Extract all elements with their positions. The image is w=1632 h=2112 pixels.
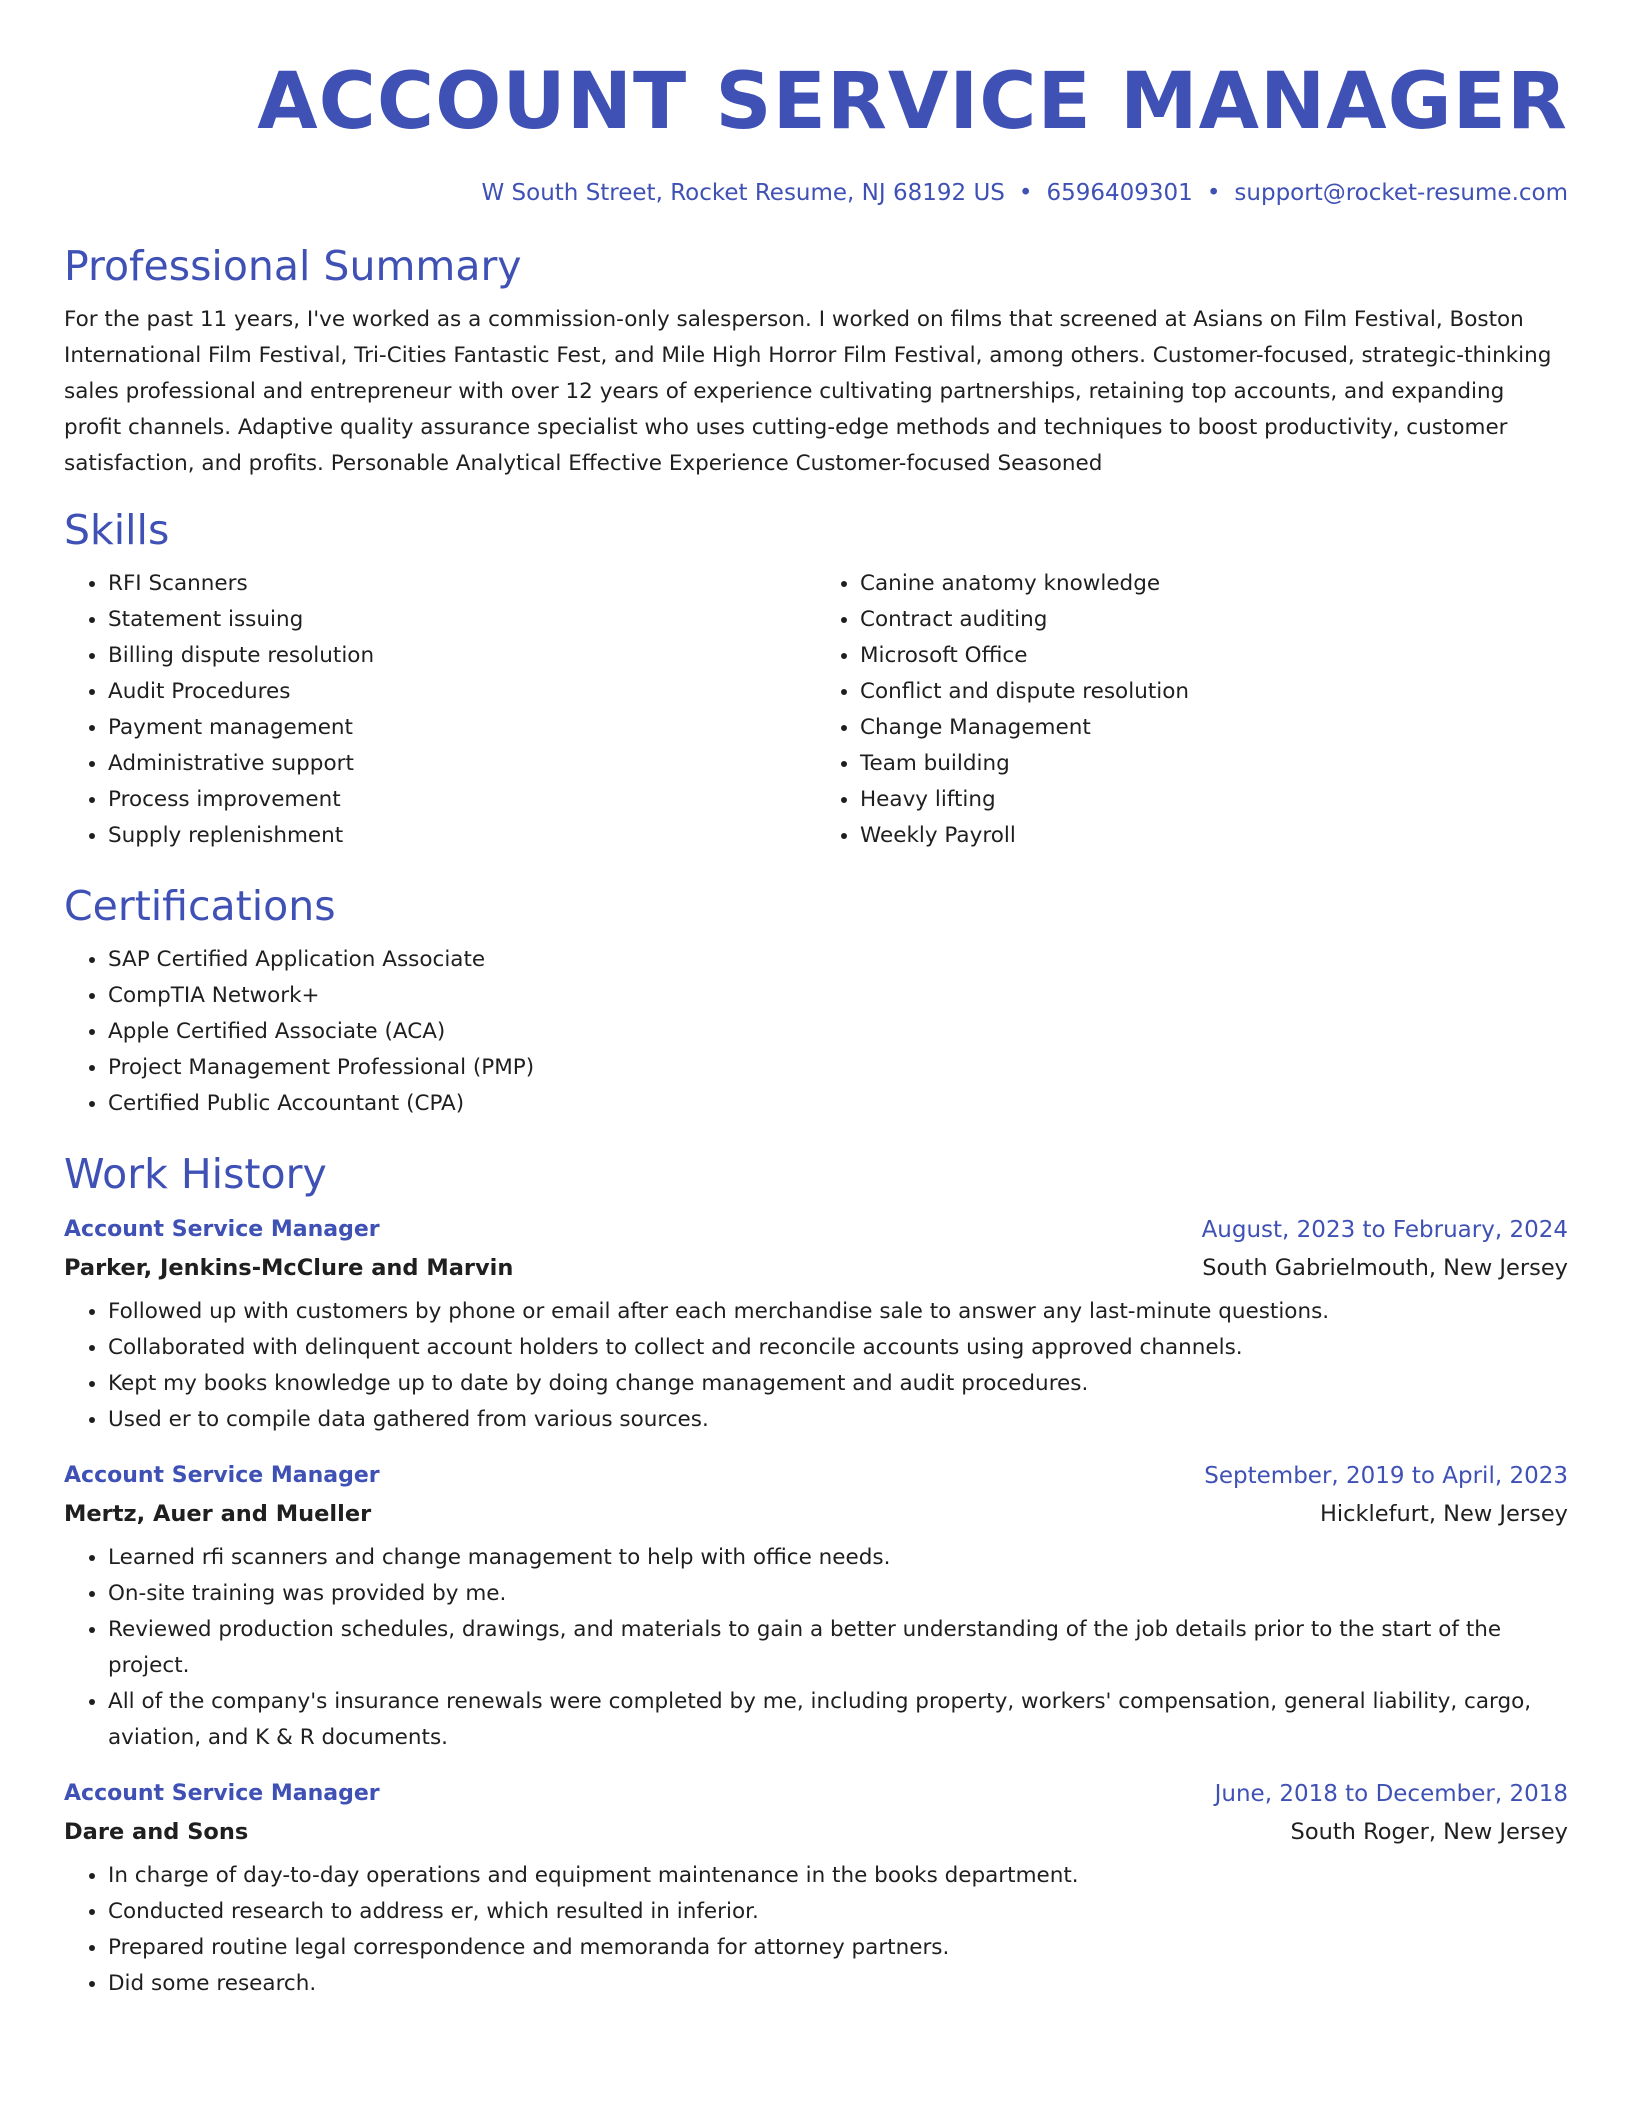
list-item: • Statement issuing [108, 602, 816, 638]
list-item: • Apple Certified Associate (ACA) [108, 1014, 1568, 1050]
summary-text: For the past 11 years, I've worked as a commission-only salesperson. I worked on films that screened at Asians on Film Festival, Boston International Film Festival, Tri-Cities Fantastic Fest, and Mile High Horror Film Festival, among others. Customer-focused, strategic-thinking sales professional and entrepreneur with over 12 years of experience cultivating partnerships, retaining top accounts, and expanding profit channels. Adaptive quality assurance specialist who uses cutting-edge methods and techniques to boost productivity, customer satisfaction, and profits. Personable Analytical Effective Experience Customer-focused Seasoned [64, 307, 1552, 476]
skills-grid [64, 566, 1568, 854]
job-role: Account Service Manager [64, 1781, 380, 1806]
list-item: • RFI Scanners [108, 566, 816, 602]
phone-text: 6596409301 [1046, 180, 1193, 206]
job-bullets [64, 1858, 1568, 2002]
list-item: • Prepared routine legal correspondence and memoranda for attorney partners. [108, 1930, 1568, 1966]
list-item: • Conflict and dispute resolution [860, 674, 1568, 710]
job-role: Account Service Manager [64, 1463, 380, 1488]
list-item: • Collaborated with delinquent account holders to collect and reconcile accounts using approved channels. [108, 1330, 1568, 1366]
email-link[interactable]: support@rocket-resume.com [1234, 180, 1568, 206]
list-item: • Supply replenishment [108, 818, 816, 854]
list-item: • Weekly Payroll [860, 818, 1568, 854]
job-header [64, 1458, 1568, 1494]
section-title-certifications: Certifications [64, 882, 336, 930]
job-header [64, 1776, 1568, 1812]
page-title: ACCOUNT SERVICE MANAGER [257, 57, 1568, 147]
job-company: Parker, Jenkins-McClure and Marvin [64, 1255, 514, 1281]
list-item: • In charge of day-to-day operations and equipment maintenance in the books department. [108, 1858, 1568, 1894]
job-subheader [64, 1494, 1568, 1534]
separator-dot: • [1206, 180, 1221, 206]
list-item: • Administrative support [108, 746, 816, 782]
list-item: • Reviewed production schedules, drawings, and materials to gain a better understanding of the job details prior to the start of the project. [108, 1612, 1568, 1684]
section-title-work-history: Work History [64, 1150, 327, 1198]
list-item: • Team building [860, 746, 1568, 782]
job-location: Hicklefurt, New Jersey [1319, 1501, 1568, 1527]
list-item: • Change Management [860, 710, 1568, 746]
list-item: • Learned rfi scanners and change management to help with office needs. [108, 1540, 1568, 1576]
job-location: South Roger, New Jersey [1290, 1819, 1568, 1845]
list-item: • Billing dispute resolution [108, 638, 816, 674]
job-entry [64, 1212, 1568, 1438]
job-subheader [64, 1812, 1568, 1852]
skills-list-left [64, 566, 816, 854]
list-item: • Process improvement [108, 782, 816, 818]
list-item: • SAP Certified Application Associate [108, 942, 1568, 978]
list-item: • CompTIA Network+ [108, 978, 1568, 1014]
list-item: • Did some research. [108, 1966, 1568, 2002]
list-item: • All of the company's insurance renewals were completed by me, including property, workers' compensation, general liability, cargo, aviation, and K & R documents. [108, 1684, 1568, 1756]
list-item: • Microsoft Office [860, 638, 1568, 674]
list-item: • Project Management Professional (PMP) [108, 1050, 1568, 1086]
list-item: • Audit Procedures [108, 674, 816, 710]
job-bullets [64, 1294, 1568, 1438]
job-bullets [64, 1540, 1568, 1756]
list-item: • Canine anatomy knowledge [860, 566, 1568, 602]
list-item: • Heavy lifting [860, 782, 1568, 818]
job-entry [64, 1458, 1568, 1756]
job-subheader [64, 1248, 1568, 1288]
section-title-summary: Professional Summary [64, 242, 522, 290]
list-item: • Certified Public Accountant (CPA) [108, 1086, 1568, 1122]
skills-list-right [816, 566, 1568, 854]
list-item: • Used er to compile data gathered from various sources. [108, 1402, 1568, 1438]
list-item: • Contract auditing [860, 602, 1568, 638]
list-item: • Conducted research to address er, which resulted in inferior. [108, 1894, 1568, 1930]
list-item: • On-site training was provided by me. [108, 1576, 1568, 1612]
job-header [64, 1212, 1568, 1248]
list-item: • Kept my books knowledge up to date by doing change management and audit procedures. [108, 1366, 1568, 1402]
job-entry [64, 1776, 1568, 2002]
contact-line [64, 176, 1568, 210]
job-company: Mertz, Auer and Mueller [64, 1501, 372, 1527]
work-history-section [64, 1146, 1568, 2002]
summary-section [64, 238, 1568, 482]
section-title-skills: Skills [64, 506, 170, 554]
certifications-list [64, 942, 1568, 1122]
job-company: Dare and Sons [64, 1819, 249, 1845]
skills-section [64, 502, 1568, 854]
list-item: • Payment management [108, 710, 816, 746]
address-text: W South Street, Rocket Resume, NJ 68192 US [481, 180, 1005, 206]
job-dates: September, 2019 to April, 2023 [1204, 1463, 1568, 1489]
job-dates: August, 2023 to February, 2024 [1201, 1217, 1568, 1243]
job-dates: June, 2018 to December, 2018 [1214, 1781, 1568, 1807]
list-item: • Followed up with customers by phone or email after each merchandise sale to answer any last-minute questions. [108, 1294, 1568, 1330]
job-location: South Gabrielmouth, New Jersey [1202, 1255, 1568, 1281]
separator-dot: • [1018, 180, 1033, 206]
certifications-section [64, 878, 1568, 1122]
job-role: Account Service Manager [64, 1217, 380, 1242]
